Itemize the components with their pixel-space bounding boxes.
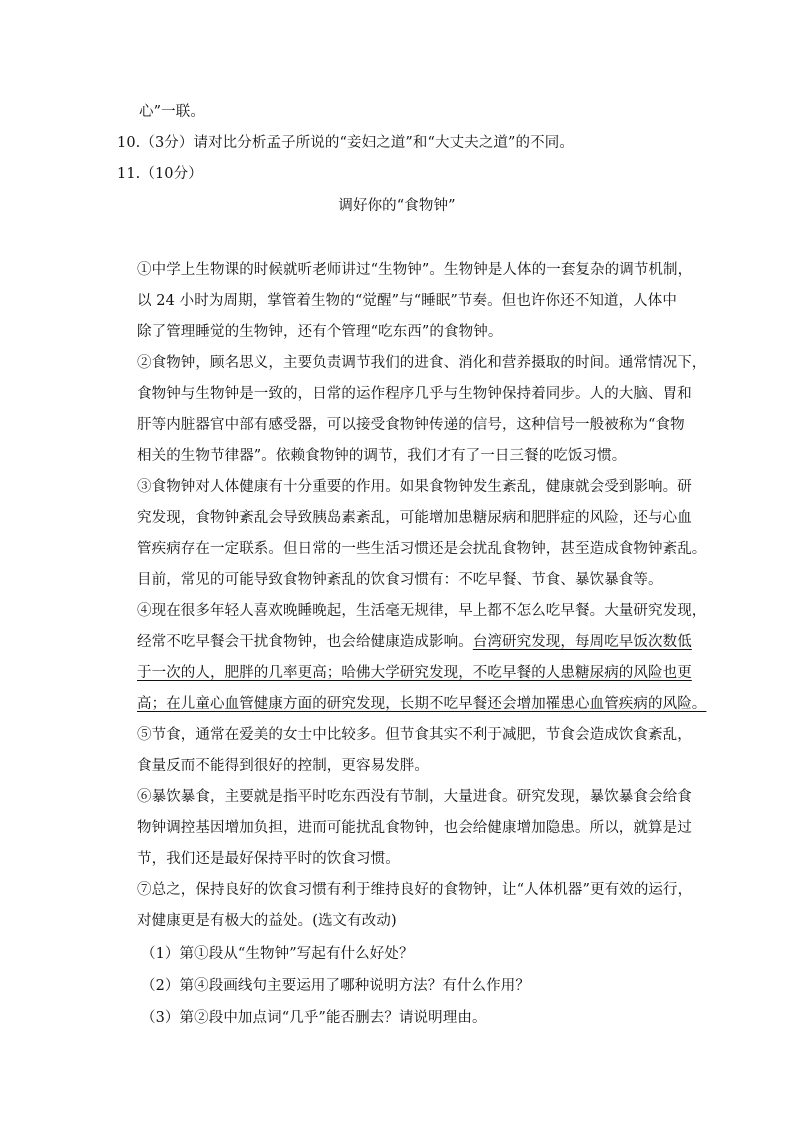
passage-line: ②食物钟，顾名思义，主要负责调节我们的进食、消化和营养摄取的时间。通常情况下， [137, 355, 707, 371]
sub-question-1: （1）第①段从“生物钟”写起有什么好处？ [141, 946, 414, 962]
passage-line: ⑤节食，通常在爱美的女士中比较多。但节食其实不利于减肥，节食会造成饮食紊乱， [137, 727, 692, 743]
passage-line: 除了管理睡觉的生物钟，还有个管理“吃东西”的食物钟。 [137, 324, 503, 340]
underlined-sentence: 高；在儿童心血管健康方面的研究发现，长期不吃早餐还会增加罹患心血管疾病的风险。 [137, 696, 707, 712]
passage-title: 调好你的“食物钟” [338, 198, 456, 214]
passage-line: ⑥暴饮暴食，主要就是指平时吃东西没有节制，大量进食。研究发现，暴饮暴食会给食 [137, 789, 692, 805]
passage-line: ③食物钟对人体健康有十分重要的作用。如果食物钟发生紊乱，健康就会受到影响。研 [137, 479, 692, 495]
passage-line: ④现在很多年轻人喜欢晚睡晚起，生活毫无规律，早上都不怎么吃早餐。大量研究发现， [137, 603, 707, 619]
passage-line-mixed [137, 632, 692, 652]
passage-line: 目前，常见的可能导致食物钟紊乱的饮食习惯有：不吃早餐、节食、暴饮暴食等。 [137, 572, 663, 588]
question-11: 11.（10分） [117, 166, 203, 182]
passage-line: 究发现，食物钟紊乱会导致胰岛素紊乱，可能增加患糖尿病和肥胖症的风险，还与心血 [137, 510, 692, 526]
question-10: 10.（3分）请对比分析孟子所说的“妾妇之道”和“大丈夫之道”的不同。 [117, 135, 574, 151]
passage-line: 相关的生物节律器”。依赖食物钟的调节，我们才有了一日三餐的吃饭习惯。 [137, 448, 627, 464]
passage-line: ⑦总之，保持良好的饮食习惯有利于维持良好的食物钟，让“人体机器”更有效的运行， [137, 882, 693, 898]
sub-question-3: （3）第②段中加点词“几乎”能否删去？请说明理由。 [141, 1010, 487, 1026]
passage-line: 食量反而不能得到很好的控制，更容易发胖。 [137, 758, 429, 774]
previous-question-tail: 心”一联。 [139, 104, 205, 120]
passage-line: 以 24 小时为周期，掌管着生物的“觉醒”与“睡眠”节奏。但也许你还不知道，人体中 [137, 293, 677, 309]
passage-line: ①中学上生物课的时候就听老师讲过“生物钟”。生物钟是人体的一套复杂的调节机制， [137, 262, 693, 278]
passage-line: 肝等内脏器官中部有感受器，可以接受食物钟传递的信号，这种信号一般被称为“食物 [137, 417, 685, 433]
passage-line: 食物钟与生物钟是一致的，日常的运作程序几乎与生物钟保持着同步。人的大脑、胃和 [137, 386, 692, 402]
passage-line: 物钟调控基因增加负担，进而可能扰乱食物钟，也会给健康增加隐患。所以，就算是过 [137, 820, 692, 836]
sub-question-2: （2）第④段画线句主要运用了哪种说明方法？有什么作用？ [141, 978, 530, 994]
passage-line: 管疾病存在一定联系。但日常的一些生活习惯还是会扰乱食物钟，甚至造成食物钟紊乱。 [137, 541, 707, 557]
underlined-sentence: 台湾研究发现，每周吃早饭次数低 [472, 634, 692, 650]
passage-line: 对健康更是有极大的益处。(选文有改动) [137, 913, 397, 929]
passage-line: 节，我们还是最好保持平时的饮食习惯。 [137, 851, 400, 867]
underlined-sentence: 于一次的人，肥胖的几率更高；哈佛大学研究发现，不吃早餐的人患糖尿病的风险也更 [137, 665, 692, 681]
passage-text: 经常不吃早餐会干扰食物钟，也会给健康造成影响。 [137, 634, 473, 650]
